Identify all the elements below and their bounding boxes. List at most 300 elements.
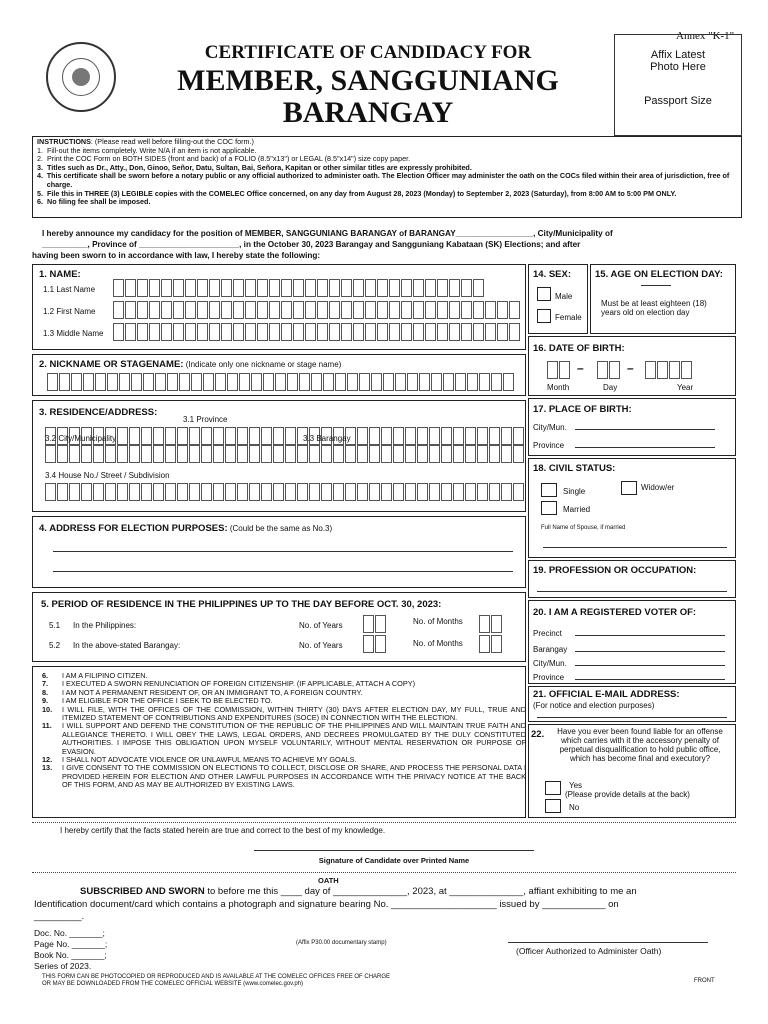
input-cell[interactable] (269, 279, 280, 297)
input-cell[interactable] (149, 323, 160, 341)
input-cell[interactable] (345, 445, 356, 463)
input-cell[interactable] (281, 323, 292, 341)
input-cell[interactable] (395, 373, 406, 391)
input-cell[interactable] (237, 483, 248, 501)
instructions-note: : (Please read well before filling-out the COC form.) (90, 137, 254, 146)
input-cell[interactable] (165, 445, 176, 463)
last-name-input[interactable] (113, 279, 485, 297)
input-cell[interactable] (473, 301, 484, 319)
input-cell[interactable] (413, 279, 424, 297)
input-cell[interactable] (341, 279, 352, 297)
input-cell[interactable] (261, 483, 272, 501)
input-cell[interactable] (371, 373, 382, 391)
input-cell[interactable] (117, 427, 128, 445)
input-cell[interactable] (105, 445, 116, 463)
input-cell[interactable] (389, 323, 400, 341)
input-cell[interactable] (317, 301, 328, 319)
input-cell[interactable] (293, 279, 304, 297)
input-cell[interactable] (491, 615, 502, 633)
input-cell[interactable] (189, 445, 200, 463)
input-cell[interactable] (485, 323, 496, 341)
spouse-input[interactable] (543, 547, 727, 548)
input-cell[interactable] (225, 483, 236, 501)
input-cell[interactable] (221, 279, 232, 297)
input-cell[interactable] (405, 427, 416, 445)
input-cell[interactable] (311, 373, 322, 391)
input-cell[interactable] (489, 445, 500, 463)
nickname-input[interactable] (47, 373, 515, 391)
input-cell[interactable] (393, 483, 404, 501)
input-cell[interactable] (425, 323, 436, 341)
input-cell[interactable] (305, 279, 316, 297)
input-cell[interactable] (405, 483, 416, 501)
phil-months-input[interactable] (479, 615, 503, 633)
input-cell[interactable] (465, 427, 476, 445)
input-cell[interactable] (485, 301, 496, 319)
input-cell[interactable] (375, 615, 386, 633)
input-cell[interactable] (71, 373, 82, 391)
email-input[interactable] (537, 717, 727, 718)
input-cell[interactable] (281, 301, 292, 319)
input-cell[interactable] (173, 323, 184, 341)
input-cell[interactable] (95, 373, 106, 391)
input-cell[interactable] (489, 427, 500, 445)
input-cell[interactable] (429, 427, 440, 445)
precinct-input[interactable] (575, 635, 725, 636)
input-cell[interactable] (329, 279, 340, 297)
input-cell[interactable] (185, 301, 196, 319)
input-cell[interactable] (125, 279, 136, 297)
election-address-line-1[interactable] (53, 551, 513, 552)
input-cell[interactable] (261, 445, 272, 463)
brgy-months-input[interactable] (479, 635, 503, 653)
input-cell[interactable] (129, 445, 140, 463)
input-cell[interactable] (443, 373, 454, 391)
input-cell[interactable] (161, 323, 172, 341)
input-cell[interactable] (353, 323, 364, 341)
input-cell[interactable] (479, 635, 490, 653)
input-cell[interactable] (189, 427, 200, 445)
input-cell[interactable] (437, 279, 448, 297)
input-cell[interactable] (285, 483, 296, 501)
input-cell[interactable] (669, 361, 680, 379)
input-cell[interactable] (681, 361, 692, 379)
input-cell[interactable] (419, 373, 430, 391)
input-cell[interactable] (453, 483, 464, 501)
input-cell[interactable] (125, 323, 136, 341)
input-cell[interactable] (107, 373, 118, 391)
input-cell[interactable] (645, 361, 656, 379)
input-cell[interactable] (329, 301, 340, 319)
input-cell[interactable] (93, 483, 104, 501)
input-cell[interactable] (179, 373, 190, 391)
brgy-years-input[interactable] (363, 635, 387, 653)
input-cell[interactable] (417, 483, 428, 501)
input-cell[interactable] (425, 301, 436, 319)
input-cell[interactable] (197, 301, 208, 319)
input-cell[interactable] (197, 323, 208, 341)
input-cell[interactable] (305, 301, 316, 319)
input-cell[interactable] (287, 373, 298, 391)
input-cell[interactable] (347, 373, 358, 391)
input-cell[interactable] (365, 301, 376, 319)
input-cell[interactable] (317, 323, 328, 341)
input-cell[interactable] (341, 301, 352, 319)
input-cell[interactable] (239, 373, 250, 391)
input-cell[interactable] (437, 301, 448, 319)
input-cell[interactable] (161, 279, 172, 297)
input-cell[interactable] (57, 483, 68, 501)
input-cell[interactable] (165, 427, 176, 445)
input-cell[interactable] (317, 279, 328, 297)
province-input[interactable] (45, 427, 525, 445)
input-cell[interactable] (257, 279, 268, 297)
input-cell[interactable] (173, 279, 184, 297)
input-cell[interactable] (93, 445, 104, 463)
input-cell[interactable] (377, 279, 388, 297)
input-cell[interactable] (225, 445, 236, 463)
first-name-input[interactable] (113, 301, 521, 319)
input-cell[interactable] (449, 279, 460, 297)
input-cell[interactable] (273, 427, 284, 445)
input-cell[interactable] (113, 323, 124, 341)
input-cell[interactable] (345, 483, 356, 501)
input-cell[interactable] (213, 445, 224, 463)
voter-province-input[interactable] (575, 679, 725, 680)
input-cell[interactable] (285, 427, 296, 445)
male-checkbox[interactable] (537, 287, 551, 301)
input-cell[interactable] (513, 427, 524, 445)
input-cell[interactable] (209, 323, 220, 341)
input-cell[interactable] (245, 323, 256, 341)
input-cell[interactable] (597, 361, 608, 379)
input-cell[interactable] (413, 323, 424, 341)
input-cell[interactable] (431, 373, 442, 391)
input-cell[interactable] (81, 483, 92, 501)
house-input[interactable] (45, 483, 525, 501)
input-cell[interactable] (401, 279, 412, 297)
input-cell[interactable] (161, 301, 172, 319)
input-cell[interactable] (479, 373, 490, 391)
dob-year-input[interactable] (645, 361, 693, 379)
input-cell[interactable] (209, 301, 220, 319)
input-cell[interactable] (449, 323, 460, 341)
input-cell[interactable] (297, 445, 308, 463)
input-cell[interactable] (461, 301, 472, 319)
input-cell[interactable] (249, 427, 260, 445)
input-cell[interactable] (203, 373, 214, 391)
input-cell[interactable] (153, 427, 164, 445)
input-cell[interactable] (185, 323, 196, 341)
input-cell[interactable] (501, 445, 512, 463)
input-cell[interactable] (369, 427, 380, 445)
input-cell[interactable] (323, 373, 334, 391)
pob-city-input[interactable] (575, 429, 715, 430)
input-cell[interactable] (141, 427, 152, 445)
input-cell[interactable] (559, 361, 570, 379)
input-cell[interactable] (333, 445, 344, 463)
input-cell[interactable] (167, 373, 178, 391)
input-cell[interactable] (149, 279, 160, 297)
input-cell[interactable] (141, 445, 152, 463)
input-cell[interactable] (273, 483, 284, 501)
input-cell[interactable] (173, 301, 184, 319)
input-cell[interactable] (141, 483, 152, 501)
input-cell[interactable] (197, 279, 208, 297)
input-cell[interactable] (501, 483, 512, 501)
input-cell[interactable] (257, 301, 268, 319)
input-cell[interactable] (461, 323, 472, 341)
input-cell[interactable] (429, 483, 440, 501)
input-cell[interactable] (269, 301, 280, 319)
input-cell[interactable] (429, 445, 440, 463)
input-cell[interactable] (155, 373, 166, 391)
input-cell[interactable] (309, 483, 320, 501)
input-cell[interactable] (497, 323, 508, 341)
input-cell[interactable] (137, 279, 148, 297)
input-cell[interactable] (479, 615, 490, 633)
input-cell[interactable] (47, 373, 58, 391)
input-cell[interactable] (381, 483, 392, 501)
input-cell[interactable] (249, 483, 260, 501)
input-cell[interactable] (389, 279, 400, 297)
input-cell[interactable] (401, 323, 412, 341)
input-cell[interactable] (189, 483, 200, 501)
input-cell[interactable] (269, 323, 280, 341)
input-cell[interactable] (213, 483, 224, 501)
input-cell[interactable] (513, 483, 524, 501)
input-cell[interactable] (305, 323, 316, 341)
input-cell[interactable] (129, 427, 140, 445)
voter-city-input[interactable] (575, 665, 725, 666)
input-cell[interactable] (473, 323, 484, 341)
input-cell[interactable] (105, 483, 116, 501)
input-cell[interactable] (221, 301, 232, 319)
input-cell[interactable] (113, 279, 124, 297)
input-cell[interactable] (153, 445, 164, 463)
input-cell[interactable] (509, 323, 520, 341)
input-cell[interactable] (455, 373, 466, 391)
input-cell[interactable] (149, 301, 160, 319)
input-cell[interactable] (473, 279, 484, 297)
liable-yes-checkbox[interactable] (545, 781, 561, 795)
input-cell[interactable] (137, 301, 148, 319)
input-cell[interactable] (353, 301, 364, 319)
dob-day-input[interactable] (597, 361, 621, 379)
input-cell[interactable] (491, 373, 502, 391)
input-cell[interactable] (389, 301, 400, 319)
input-cell[interactable] (491, 635, 502, 653)
input-cell[interactable] (329, 323, 340, 341)
input-cell[interactable] (237, 445, 248, 463)
voter-barangay-input[interactable] (575, 651, 725, 652)
pob-province-input[interactable] (575, 447, 715, 448)
input-cell[interactable] (297, 483, 308, 501)
input-cell[interactable] (185, 279, 196, 297)
input-cell[interactable] (363, 635, 374, 653)
election-address-line-2[interactable] (53, 571, 513, 572)
input-cell[interactable] (353, 279, 364, 297)
input-cell[interactable] (477, 427, 488, 445)
input-cell[interactable] (201, 483, 212, 501)
input-cell[interactable] (177, 483, 188, 501)
input-cell[interactable] (281, 279, 292, 297)
input-cell[interactable] (375, 635, 386, 653)
signature-input[interactable] (254, 850, 534, 851)
input-cell[interactable] (117, 445, 128, 463)
input-cell[interactable] (465, 445, 476, 463)
input-cell[interactable] (383, 373, 394, 391)
single-checkbox[interactable] (541, 483, 557, 497)
input-cell[interactable] (131, 373, 142, 391)
input-cell[interactable] (57, 445, 68, 463)
input-cell[interactable] (465, 483, 476, 501)
city-barangay-input[interactable] (45, 445, 525, 463)
female-checkbox[interactable] (537, 309, 551, 323)
input-cell[interactable] (377, 301, 388, 319)
input-cell[interactable] (153, 483, 164, 501)
input-cell[interactable] (137, 323, 148, 341)
input-cell[interactable] (417, 427, 428, 445)
input-cell[interactable] (357, 483, 368, 501)
input-cell[interactable] (275, 373, 286, 391)
input-cell[interactable] (299, 373, 310, 391)
widow-checkbox[interactable] (621, 481, 637, 495)
input-cell[interactable] (609, 361, 620, 379)
input-cell[interactable] (293, 301, 304, 319)
married-checkbox[interactable] (541, 501, 557, 515)
input-cell[interactable] (261, 427, 272, 445)
input-cell[interactable] (251, 373, 262, 391)
input-cell[interactable] (209, 279, 220, 297)
input-cell[interactable] (513, 445, 524, 463)
input-cell[interactable] (45, 445, 56, 463)
input-cell[interactable] (453, 427, 464, 445)
input-cell[interactable] (213, 427, 224, 445)
input-cell[interactable] (293, 323, 304, 341)
input-cell[interactable] (143, 373, 154, 391)
input-cell[interactable] (357, 445, 368, 463)
input-cell[interactable] (215, 373, 226, 391)
input-cell[interactable] (249, 445, 260, 463)
input-cell[interactable] (201, 427, 212, 445)
input-cell[interactable] (227, 373, 238, 391)
input-cell[interactable] (381, 445, 392, 463)
input-cell[interactable] (233, 279, 244, 297)
input-cell[interactable] (221, 323, 232, 341)
input-cell[interactable] (489, 483, 500, 501)
input-cell[interactable] (165, 483, 176, 501)
input-cell[interactable] (657, 361, 668, 379)
input-cell[interactable] (113, 301, 124, 319)
input-cell[interactable] (393, 427, 404, 445)
input-cell[interactable] (257, 323, 268, 341)
input-cell[interactable] (497, 301, 508, 319)
input-cell[interactable] (359, 373, 370, 391)
input-cell[interactable] (273, 445, 284, 463)
input-cell[interactable] (437, 323, 448, 341)
input-cell[interactable] (117, 483, 128, 501)
input-cell[interactable] (237, 427, 248, 445)
input-cell[interactable] (69, 483, 80, 501)
input-cell[interactable] (425, 279, 436, 297)
input-cell[interactable] (365, 279, 376, 297)
dob-month-input[interactable] (547, 361, 571, 379)
middle-name-input[interactable] (113, 323, 521, 341)
input-cell[interactable] (321, 483, 332, 501)
input-cell[interactable] (407, 373, 418, 391)
input-cell[interactable] (381, 427, 392, 445)
liable-no-checkbox[interactable] (545, 799, 561, 813)
input-cell[interactable] (309, 445, 320, 463)
input-cell[interactable] (129, 483, 140, 501)
input-cell[interactable] (263, 373, 274, 391)
input-cell[interactable] (365, 323, 376, 341)
input-cell[interactable] (357, 427, 368, 445)
input-cell[interactable] (177, 427, 188, 445)
input-cell[interactable] (441, 427, 452, 445)
input-cell[interactable] (285, 445, 296, 463)
input-cell[interactable] (341, 323, 352, 341)
input-cell[interactable] (401, 301, 412, 319)
input-cell[interactable] (233, 301, 244, 319)
input-cell[interactable] (377, 323, 388, 341)
input-cell[interactable] (405, 445, 416, 463)
input-cell[interactable] (393, 445, 404, 463)
profession-input[interactable] (537, 591, 727, 592)
age-input[interactable] (641, 285, 671, 286)
input-cell[interactable] (83, 373, 94, 391)
input-cell[interactable] (547, 361, 558, 379)
input-cell[interactable] (501, 427, 512, 445)
input-cell[interactable] (119, 373, 130, 391)
input-cell[interactable] (369, 445, 380, 463)
input-cell[interactable] (441, 445, 452, 463)
input-cell[interactable] (335, 373, 346, 391)
input-cell[interactable] (413, 301, 424, 319)
input-cell[interactable] (369, 483, 380, 501)
phil-years-input[interactable] (363, 615, 387, 633)
input-cell[interactable] (233, 323, 244, 341)
photo-box[interactable] (614, 34, 742, 136)
input-cell[interactable] (245, 279, 256, 297)
input-cell[interactable] (69, 445, 80, 463)
input-cell[interactable] (81, 445, 92, 463)
input-cell[interactable] (503, 373, 514, 391)
input-cell[interactable] (191, 373, 202, 391)
input-cell[interactable] (449, 301, 460, 319)
input-cell[interactable] (477, 483, 488, 501)
input-cell[interactable] (363, 615, 374, 633)
officer-signature-input[interactable] (508, 942, 708, 943)
input-cell[interactable] (441, 483, 452, 501)
input-cell[interactable] (417, 445, 428, 463)
input-cell[interactable] (467, 373, 478, 391)
input-cell[interactable] (245, 301, 256, 319)
input-cell[interactable] (177, 445, 188, 463)
input-cell[interactable] (333, 483, 344, 501)
input-cell[interactable] (125, 301, 136, 319)
input-cell[interactable] (509, 301, 520, 319)
input-cell[interactable] (225, 427, 236, 445)
input-cell[interactable] (45, 483, 56, 501)
input-cell[interactable] (461, 279, 472, 297)
input-cell[interactable] (321, 445, 332, 463)
input-cell[interactable] (201, 445, 212, 463)
input-cell[interactable] (477, 445, 488, 463)
input-cell[interactable] (59, 373, 70, 391)
input-cell[interactable] (453, 445, 464, 463)
